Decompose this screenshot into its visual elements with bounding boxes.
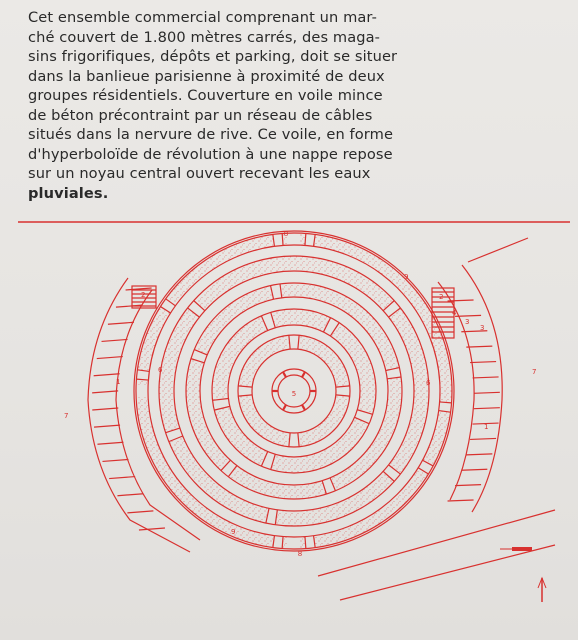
label-left-outside: 7 bbox=[64, 412, 69, 420]
label-right-outside: 7 bbox=[532, 368, 537, 376]
label-ring-lower-left: 9 bbox=[231, 528, 236, 536]
label-ring-upper-right: 9 bbox=[404, 273, 409, 281]
label-top: 8 bbox=[283, 230, 289, 238]
label-left-inner: 6 bbox=[158, 366, 163, 374]
label-right-wing-mid: 3 bbox=[480, 324, 485, 332]
label-right-top-b: 3 bbox=[465, 318, 470, 326]
label-right-stairs: 2 bbox=[439, 293, 444, 301]
label-right-wing: 1 bbox=[484, 423, 489, 431]
label-left-stairs: 2 bbox=[141, 291, 146, 299]
label-center: 5 bbox=[291, 390, 297, 398]
label-bottom: 8 bbox=[297, 550, 303, 558]
label-right-inner: 6 bbox=[426, 379, 431, 387]
label-right-top-a: 4 bbox=[452, 309, 457, 317]
label-left-wing: 1 bbox=[116, 378, 121, 386]
